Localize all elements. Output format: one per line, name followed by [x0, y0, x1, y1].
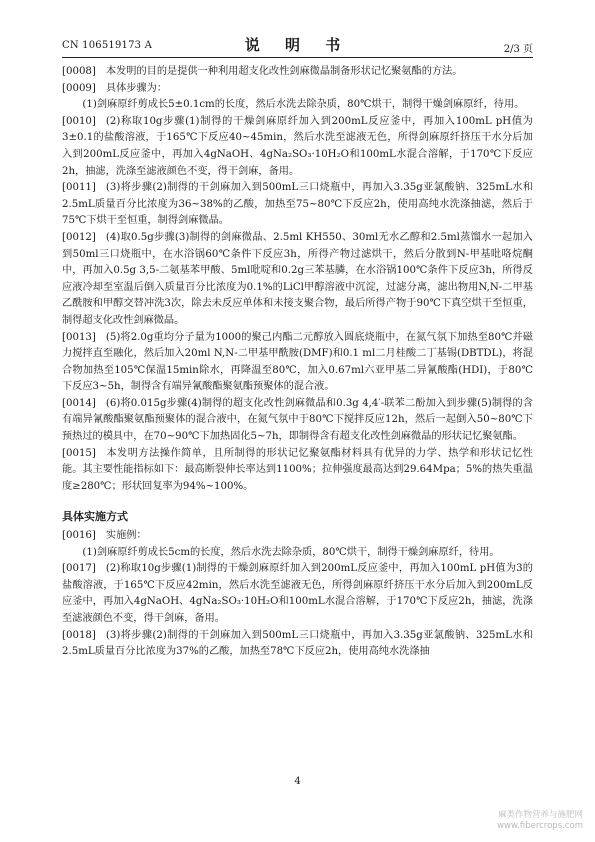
paragraph	[62, 330, 533, 396]
section-heading: 具体实施方式	[62, 510, 128, 524]
paragraph	[62, 230, 533, 330]
publication-number: CN 106519173 A	[62, 40, 153, 51]
paragraph-text: 本发明的目的是提供一种利用超支化改性剑麻微晶制备形状记忆聚氨酯的方法。	[105, 66, 463, 77]
paragraph	[62, 628, 533, 661]
page-indicator: 2/3 页	[503, 44, 533, 55]
paragraph	[62, 561, 533, 627]
paragraph-number: [0016]	[62, 530, 96, 542]
paragraph-text: (4)取0.5g步骤(3)制得的剑麻微晶、2.5ml KH550、30ml无水乙醇和2.5ml蒸馏水一起加入到50ml三口烧瓶中，在水浴锅60℃条件下反应3h，所得产物过滤烘干，然后分散到N-甲基吡咯烷酮中，再加入0.5g 3,5-二氨基苯甲酸、5ml吡啶和0.2g三苯基膦，在水浴锅100℃条件下反应3h，所得反应液冷却至室温后倒入质量百分比浓度为0.1%的LiCl甲醇溶液中沉淀，过滤分离，滤出物用N,N-二甲基乙酰胺和甲醇交替冲洗3次，除去未反应单体和未接支聚合物，最后所得产物于90℃下真空烘干至恒重，制得超支化改性剑麻微晶。	[62, 231, 533, 326]
site-watermark	[497, 810, 583, 832]
page-header	[62, 34, 533, 56]
paragraph-text: (5)将2.0g重均分子量为1000的聚己内酯二元醇放入圆底烧瓶中，在氮气氛下加热至80℃并磁力搅拌直至融化，然后加入20ml N,N-二甲基甲酰胺(DMF)和0.1 ml二月桂酸二丁基锡(DBTDL)，将混合物加热至105℃保温15min除水，再降温至80℃，加入0.67ml六亚甲基二异氰酸酯(HDI)，于80℃下反应3~5h，制得含有端异氰酸酯聚氨酯预聚体的混合液。	[62, 331, 533, 393]
paragraph-number: [0014]	[62, 397, 96, 409]
paragraph-text: 实施例：	[105, 530, 147, 542]
paragraph-text: (2)称取10g步骤(1)制得的干燥剑麻原纤加入到200mL反应釜中，再加入100mL pH值为3的盐酸溶液，于165℃下反应42min，然后水洗至滤液无色，所得剑麻原纤挤压干水分后加入到200mL反应釜中，再加入4gNaOH、4gNa₂SO₃·10H₂O和100mL水混合溶解，于170℃下反应2h，抽滤，洗涤至滤液颜色不变，得干剑麻，备用。	[62, 563, 533, 624]
watermark-title: 麻类作物营养与施肥网	[497, 810, 583, 820]
paragraph-number: [0009]	[62, 82, 96, 94]
paragraph-text: (6)将0.015g步骤(4)制得的超支化改性剑麻微晶和0.3g 4,4′-联苯二酚加入到步骤(5)制得的含有端异氰酸酯聚氨酯预聚体的混合液中，在氮气氛中于80℃下搅拌反应12h，然后一起倒入50~80℃下预热过的模具中，在70~90℃下加热固化5~7h，即制得含有超支化改性剑麻微晶的形状记忆聚氨酯。	[62, 397, 533, 443]
paragraph-number: [0017]	[62, 563, 96, 575]
paragraph	[62, 396, 533, 446]
watermark-url: www.fibercrops.com	[497, 821, 583, 831]
paragraph-text: 本发明方法操作简单，且所制得的形状记忆聚氨酯材料具有优异的力学、热学和形状记忆性能。其主要性能指标如下：最高断裂伸长率达到1100%；拉伸强度最高达到29.64Mpa；5%的热失重温度≥280℃；形状回复率为94%~100%。	[62, 447, 533, 492]
paragraph-number: [0013]	[62, 331, 96, 343]
paragraph-text: 具体步骤为：	[105, 82, 168, 94]
paragraph	[62, 446, 533, 496]
document-title: 说 明 书	[244, 36, 351, 54]
page-number: 4	[294, 776, 301, 787]
document-body	[62, 64, 533, 661]
paragraph-number: [0018]	[62, 629, 96, 641]
paragraph-text: (2)称取10g步骤(1)制得的干燥剑麻原纤加入到200mL反应釜中，再加入100mL pH值为3±0.1的盐酸溶液，于165℃下反应40~45min，然后水洗至滤液无色，所得剑麻原纤挤压干水分后加入到200mL反应釜中，再加入4gNaOH、4gNa₂SO₃·10H₂O和100mL水混合溶解，于170℃下反应2h，抽滤，洗涤至滤液颜色不变，得干剑麻，备用。	[62, 115, 533, 177]
paragraph	[62, 97, 533, 114]
paragraph-text: (3)将步骤(2)制得的干剑麻加入到500mL三口烧瓶中，再加入3.35g亚氯酸钠、325mL水和2.5mL质量百分比浓度为37%的乙酸，加热至78℃下反应2h，使用高纯水洗涤抽	[62, 629, 533, 658]
paragraph	[62, 114, 533, 180]
paragraph	[62, 64, 533, 81]
paragraph-text: (1)剑麻原纤剪成长5cm的长度，然后水洗去除杂质，80℃烘干，制得干燥剑麻原纤，待用。	[82, 546, 500, 558]
paragraph-number: [0010]	[62, 115, 96, 127]
paragraph	[62, 180, 533, 230]
paragraph	[62, 545, 533, 562]
paragraph-text: (1)剑麻原纤剪成长5±0.1cm的长度，然后水洗去除杂质，80℃烘干，制得干燥剑麻原纤，待用。	[82, 99, 525, 111]
paragraph-number: [0012]	[62, 231, 96, 243]
paragraph	[62, 81, 533, 98]
header-divider	[62, 57, 533, 58]
paragraph-text: (3)将步骤(2)制得的干剑麻加入到500mL三口烧瓶中，再加入3.35g亚氯酸钠、325mL水和2.5mL质量百分比浓度为36~38%的乙酸，加热至75~80℃下反应2h，使用高纯水洗涤抽滤，然后于75℃下烘干至恒重，制得剑麻微晶。	[62, 182, 533, 227]
paragraph-number: [0015]	[62, 447, 96, 459]
paragraph	[62, 528, 533, 545]
paragraph-number: [0011]	[62, 182, 96, 194]
paragraph-number: [0008]	[62, 66, 96, 77]
